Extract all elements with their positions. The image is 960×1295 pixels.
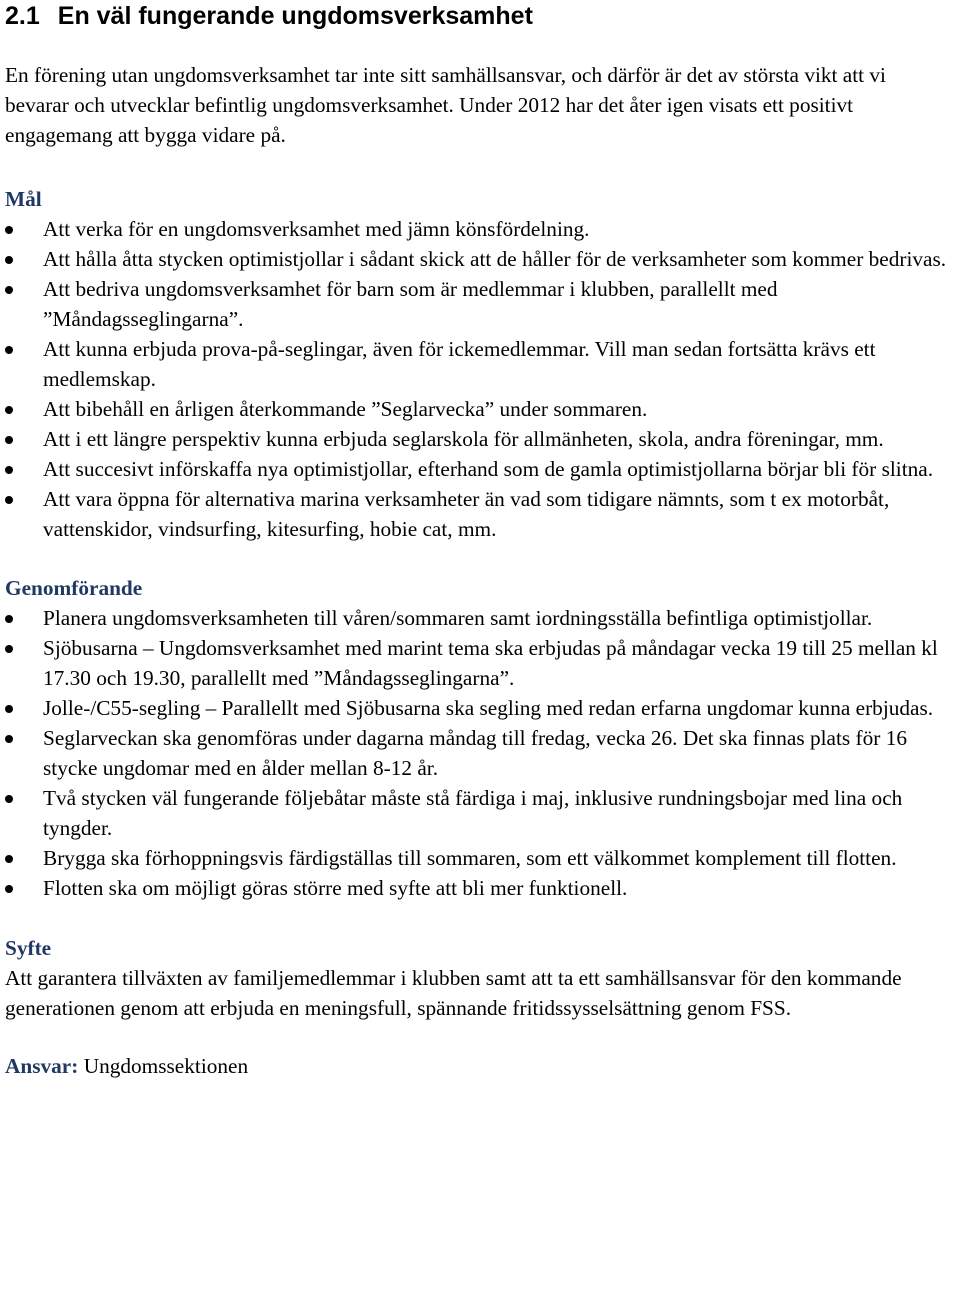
list-item: Att bibehåll en årligen återkommande ”Seglarvecka” under sommaren. bbox=[5, 394, 955, 424]
bullet-icon bbox=[5, 855, 13, 863]
list-item: Planera ungdomsverksamheten till våren/sommaren samt iordningsställa befintliga optimistjollar. bbox=[5, 603, 955, 633]
bullet-icon bbox=[5, 226, 13, 234]
bullet-icon bbox=[5, 286, 13, 294]
genomforande-list bbox=[5, 603, 960, 903]
list-item: Att kunna erbjuda prova-på-seglingar, även för ickemedlemmar. Vill man sedan fortsätta krävs ett medlemskap. bbox=[5, 334, 955, 394]
list-item: Att i ett längre perspektiv kunna erbjuda seglarskola för allmänheten, skola, andra föreningar, mm. bbox=[5, 424, 955, 454]
syfte-heading: Syfte bbox=[5, 936, 52, 960]
list-item: Flotten ska om möjligt göras större med syfte att bli mer funktionell. bbox=[5, 873, 955, 903]
section-heading bbox=[5, 0, 960, 32]
bullet-icon bbox=[5, 346, 13, 354]
bullet-icon bbox=[5, 885, 13, 893]
bullet-icon bbox=[5, 496, 13, 504]
bullet-icon bbox=[5, 645, 13, 653]
list-item: Brygga ska förhoppningsvis färdigställas till sommaren, som ett välkommet komplement till flotten. bbox=[5, 843, 955, 873]
list-item: Två stycken väl fungerande följebåtar måste stå färdiga i maj, inklusive rundningsbojar med lina och tyngder. bbox=[5, 783, 955, 843]
list-item: Sjöbusarna – Ungdomsverksamhet med marint tema ska erbjudas på måndagar vecka 19 till 25 mellan kl 17.30 och 19.30, parallellt med ”Måndagsseglingarna”. bbox=[5, 633, 955, 693]
bullet-icon bbox=[5, 436, 13, 444]
section-title: En väl fungerande ungdomsverksamhet bbox=[57, 2, 533, 30]
genomforande-heading: Genomförande bbox=[5, 576, 143, 600]
bullet-icon bbox=[5, 615, 13, 623]
bullet-icon bbox=[5, 466, 13, 474]
list-item: Att succesivt införskaffa nya optimistjollar, efterhand som de gamla optimistjollarna börjar bli för slitna. bbox=[5, 454, 955, 484]
bullet-icon bbox=[5, 256, 13, 264]
list-item: Att bedriva ungdomsverksamhet för barn som är medlemmar i klubben, parallellt med ”Måndagsseglingarna”. bbox=[5, 274, 955, 334]
intro-paragraph: En förening utan ungdomsverksamhet tar inte sitt samhällsansvar, och därför är det av största vikt att vi bevarar och utvecklar befintlig ungdomsverksamhet. Under 2012 har det åter igen visats ett positivt engagemang att bygga vidare på. bbox=[5, 63, 886, 147]
ansvar-line bbox=[5, 1051, 960, 1081]
ansvar-label: Ansvar: bbox=[5, 1054, 79, 1078]
list-item: Seglarveckan ska genomföras under dagarna måndag till fredag, vecka 26. Det ska finnas plats för 16 stycke ungdomar med en ålder mellan 8-12 år. bbox=[5, 723, 955, 783]
bullet-icon bbox=[5, 735, 13, 743]
list-item: Jolle-/C55-segling – Parallellt med Sjöbusarna ska segling med redan erfarna ungdomar kunna erbjudas. bbox=[5, 693, 955, 723]
mal-list bbox=[5, 214, 960, 544]
syfte-paragraph: Att garantera tillväxten av familjemedlemmar i klubben samt att ta ett samhällsansvar för den kommande generationen genom att erbjuda en meningsfull, spännande fritidssysselsättning genom FSS. bbox=[5, 966, 902, 1020]
list-item: Att hålla åtta stycken optimistjollar i sådant skick att de håller för de verksamheter som kommer bedrivas. bbox=[5, 244, 955, 274]
ansvar-value: Ungdomssektionen bbox=[83, 1054, 249, 1078]
list-item: Att verka för en ungdomsverksamhet med jämn könsfördelning. bbox=[5, 214, 955, 244]
list-item: Att vara öppna för alternativa marina verksamheter än vad som tidigare nämnts, som t ex motorbåt, vattenskidor, vindsurfing, kitesurfing, hobie cat, mm. bbox=[5, 484, 955, 544]
bullet-icon bbox=[5, 795, 13, 803]
mal-heading: Mål bbox=[5, 187, 42, 211]
section-number: 2.1 bbox=[5, 2, 40, 30]
bullet-icon bbox=[5, 406, 13, 414]
bullet-icon bbox=[5, 705, 13, 713]
